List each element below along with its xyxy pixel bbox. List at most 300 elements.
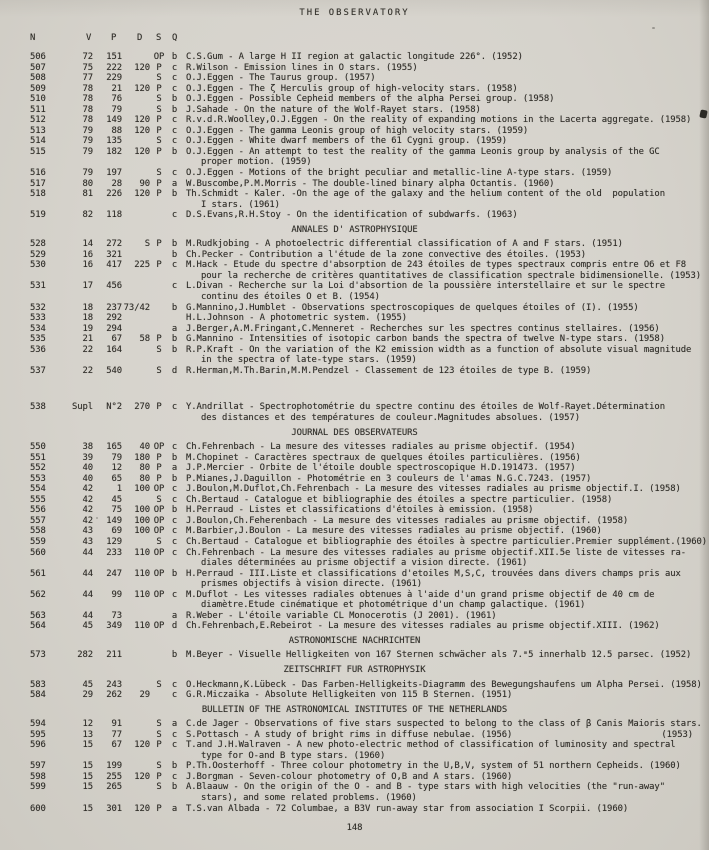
entry-row-506 [0, 52, 709, 63]
entry-text: D.S.Evans,R.H.Stoy - On the identification of subdwarfs. (1963) [186, 210, 518, 221]
volume-value: 18 [82, 313, 93, 324]
dispersion-value [122, 537, 150, 548]
plate-code [150, 650, 168, 661]
plate-code: P [156, 115, 162, 126]
volume-value: 43 [82, 526, 93, 537]
entry-number: 552 [30, 463, 46, 474]
page-value: 197 [106, 168, 122, 179]
page-value: 65 [111, 473, 122, 484]
quality-code: b [171, 505, 178, 516]
plate-code [150, 313, 168, 324]
plate-code: S [156, 494, 162, 505]
entry-row-599 [0, 782, 709, 803]
dispersion-value: 120 [134, 115, 150, 126]
plate-code: OP [153, 484, 165, 495]
dispersion-value [122, 730, 150, 741]
quality-code: c [171, 73, 178, 84]
plate-code: P [156, 83, 162, 94]
entry-text: O.J.Eggen - Motions of the bright peculiar and metallic-line A-type stars. (1959) [186, 168, 613, 179]
journal-section-header: ASTRONOMISCHE NACHRICHTEN [288, 635, 421, 646]
quality-code: c [171, 83, 178, 94]
entry-number: 519 [30, 210, 46, 221]
entry-number: 506 [30, 52, 46, 62]
entry-row-517 [0, 179, 709, 190]
plate-code: P [156, 62, 162, 73]
volume-value: 17 [82, 281, 93, 292]
volume-value: 44 [82, 568, 93, 579]
volume-value: 16 [82, 260, 93, 271]
entry-text: M.Chopinet - Caractères spectraux de quelques étoiles particulières. (1956) [186, 452, 581, 463]
page-title: THE OBSERVATORY [299, 8, 410, 18]
entry-text: Ch.Fehrenbach - La mesure des vitesses radiales au prisme objectif. (1954) [186, 442, 576, 453]
page-value: 233 [106, 547, 122, 558]
entry-row-536 [0, 345, 709, 366]
page-value: 129 [106, 536, 122, 547]
dispersion-value: 120 [134, 189, 150, 200]
dispersion-value [122, 250, 150, 261]
entry-text-continuation: stars), and some related problems. (1960) [201, 793, 417, 803]
volume-value: 13 [82, 729, 93, 740]
entry-text-continuation: in the spectra of late-type stars. (1959) [201, 355, 417, 366]
volume-value: 45 [82, 621, 93, 632]
journal-section-header: ZEITSCHRIFT FUR ASTROPHYSIK [283, 664, 426, 675]
quality-code: b [171, 568, 178, 579]
column-header-v: V [86, 33, 92, 43]
journal-section-header: ANNALES D' ASTROPHYSIQUE [291, 224, 418, 235]
quality-code: c [171, 536, 178, 547]
entry-row-550 [0, 442, 709, 453]
dispersion-value [122, 366, 150, 377]
page-value: 75 [111, 505, 122, 516]
plate-code: P [156, 771, 162, 782]
volume-value: 14 [82, 239, 93, 250]
page-value: 79 [111, 104, 122, 115]
entry-row-597 [0, 761, 709, 772]
dispersion-value [122, 611, 150, 622]
entry-row-507 [0, 63, 709, 74]
volume-value: 15 [82, 771, 93, 782]
plate-code: P [156, 473, 162, 484]
page-value: 99 [111, 589, 122, 600]
volume-value: 80 [82, 178, 93, 189]
plate-code: OP [153, 515, 165, 526]
entry-text: J.Borgman - Seven-colour photometry of O,B and A stars. (1960) [186, 771, 513, 782]
page-value: 247 [106, 568, 122, 579]
entry-number: 509 [30, 83, 46, 94]
plate-code: P [156, 452, 162, 463]
entry-number: 528 [30, 239, 46, 250]
quality-code: a [171, 610, 178, 621]
volume-value: 42 [82, 505, 93, 516]
plate-code: OP [153, 442, 165, 453]
entry-text: G.Mannino - Intensities of isotopic carbon bands the spectra of twelve N-type stars. (1958) [186, 334, 665, 345]
page-value: 272 [106, 239, 122, 250]
entry-text: G.Mannino,J.Humblet - Observations spectroscopiques de quelques étoiles of (I). (1955) [186, 302, 639, 313]
page-value: 222 [106, 62, 122, 73]
volume-value: 79 [82, 125, 93, 136]
quality-code: b [171, 650, 178, 661]
dispersion-value: 225 [134, 260, 150, 271]
dispersion-value [122, 313, 150, 324]
entry-text: S.Pottasch - A study of bright rims in diffuse nebulae. (1956) [186, 729, 513, 740]
dispersion-value [122, 650, 150, 661]
page-value: 28 [111, 178, 122, 189]
entry-text: O.Heckmann,K.Lübeck - Das Farben-Helligkeits-Diagramm des Bewegungshaufens um Alpha Persei. (1958) [186, 679, 702, 690]
entry-row-530 [0, 260, 709, 281]
entry-row-584 [0, 690, 709, 701]
quality-code: a [171, 323, 178, 334]
entry-text: T.S.van Albada - 72 Columbae, a B3V run-away star from association I Scorpii. (1960) [186, 803, 629, 814]
quality-code: c [171, 690, 178, 701]
quality-code: b [171, 249, 178, 260]
displaced-year-note: (1953) [661, 729, 693, 740]
entry-text: H.Perraud - III.Liste et classifications d'etoiles M,S,C, trouvées dans divers champs pris aux [186, 568, 681, 579]
dispersion-value [122, 52, 150, 63]
entry-number: 533 [30, 313, 46, 324]
dispersion-value: 80 [139, 473, 150, 484]
plate-code: S [156, 679, 162, 690]
volume-value: 78 [82, 83, 93, 94]
volume-value: 15 [82, 740, 93, 751]
dispersion-value: 110 [134, 547, 150, 558]
entry-text-continuation: proper motion. (1959) [201, 157, 312, 168]
entry-number: 557 [30, 515, 46, 526]
plate-code: OP [153, 589, 165, 600]
entry-text: T.and J.H.Walraven - A new photo-electric method of classification of luminosity and spectral [186, 740, 676, 751]
quality-code: c [171, 168, 178, 179]
entry-row-556 [0, 505, 709, 516]
plate-code: P [156, 178, 162, 189]
entry-text: H.Perraud - Listes et classifications d'étoiles à emission. (1958) [186, 505, 534, 516]
quality-code: c [171, 125, 178, 136]
quality-code: d [171, 365, 178, 376]
page-value: 77 [111, 729, 122, 740]
plate-code: OP [153, 526, 165, 537]
quality-code: b [171, 334, 178, 345]
entry-number: 515 [30, 146, 46, 157]
plate-code: P [156, 803, 162, 814]
page-value: 79 [111, 452, 122, 463]
plate-code: S [156, 729, 162, 740]
volume-value: 78 [82, 115, 93, 126]
column-header-d: D [137, 33, 143, 43]
page-value: 67 [111, 740, 122, 751]
page-value: 88 [111, 125, 122, 136]
volume-value: 79 [82, 168, 93, 179]
plate-code: P [156, 146, 162, 157]
page-value: 149 [106, 515, 122, 526]
entry-text-continuation: pour la recherche de critères quantitatives de classification spectrale bidimensionelle. (1953) [201, 270, 702, 281]
volume-value: 21 [82, 334, 93, 345]
page-value: 243 [106, 679, 122, 690]
dispersion-value: 110 [134, 621, 150, 632]
quality-code: b [171, 189, 178, 200]
plate-code: OP [153, 52, 165, 62]
entry-number: 594 [30, 719, 46, 730]
entry-text: M.Barbier,J.Boulon - La mesure des vitesses radiales au prisme objectif. (1960) [186, 526, 602, 537]
plate-code: S [156, 719, 162, 730]
entry-number: 559 [30, 536, 46, 547]
entry-row-561 [0, 569, 709, 590]
entry-row-600 [0, 804, 709, 815]
quality-code: b [171, 452, 178, 463]
quality-code: c [171, 740, 178, 751]
volume-value: 18 [82, 302, 93, 313]
dispersion-value: 120 [134, 803, 150, 814]
volume-value: Supl [71, 402, 93, 413]
column-header-q: Q [172, 33, 178, 43]
entry-row-553 [0, 474, 709, 485]
entry-number: 553 [30, 473, 46, 484]
entry-text: O.J.Eggen - The gamma Leonis group of high velocity stars. (1959) [186, 125, 529, 136]
entry-number: 558 [30, 526, 46, 537]
quality-code: c [171, 771, 178, 782]
quality-code: b [171, 344, 178, 355]
entry-row-515 [0, 147, 709, 168]
entry-text-continuation: diamètre.Etude cinématique et photométrique d'un champ galactique. (1961) [201, 600, 586, 611]
quality-code: a [171, 803, 178, 814]
volume-value: 79 [82, 136, 93, 147]
volume-value: 78 [82, 104, 93, 115]
entry-text: W.Buscombe,P.M.Morris - The double-lined binary alpha Octantis. (1960) [186, 178, 555, 189]
entry-number: 536 [30, 344, 46, 355]
volume-value: 82 [82, 210, 93, 221]
plate-code [150, 611, 168, 622]
volume-value: 79 [82, 146, 93, 157]
entry-row-538 [0, 402, 709, 423]
entry-row-533 [0, 313, 709, 324]
entry-row-563 [0, 611, 709, 622]
volume-value: 39 [82, 452, 93, 463]
plate-code: P [156, 239, 162, 250]
dispersion-value: 90 [139, 178, 150, 189]
entry-text: P.Th.Oosterhoff - Three colour photometry in the U,B,V, system of 51 northern Cepheids. (1960) [186, 761, 681, 772]
dispersion-value: 270 [134, 402, 150, 413]
page-value: 226 [106, 189, 122, 200]
entry-number: 510 [30, 94, 46, 105]
entry-row-562 [0, 590, 709, 611]
dispersion-value: S [144, 239, 150, 250]
dispersion-value: 120 [134, 83, 150, 94]
page-value: 67 [111, 334, 122, 345]
scan-speck [652, 27, 655, 29]
quality-code: c [171, 515, 178, 526]
page-value: 237 [106, 302, 122, 313]
entry-row-531 [0, 281, 709, 302]
entry-row-528 [0, 239, 709, 250]
quality-code: c [171, 526, 178, 537]
entry-row-554 [0, 484, 709, 495]
entry-number: 551 [30, 452, 46, 463]
entry-row-560 [0, 548, 709, 569]
quality-code: c [171, 115, 178, 126]
entry-row-598 [0, 772, 709, 783]
entry-text: O.J.Eggen - An attempt to test the reality of the gamma Leonis group by analysis of the GC [186, 146, 660, 157]
entry-row-514 [0, 136, 709, 147]
quality-code: c [171, 260, 178, 271]
entry-text: O.J.Eggen - White dwarf members of the 61 Cygni group. (1959) [186, 136, 508, 147]
entry-text: O.J.Eggen - The Taurus group. (1957) [186, 73, 376, 84]
page-value: 45 [111, 494, 122, 505]
dispersion-value [122, 73, 150, 84]
entry-row-510 [0, 94, 709, 105]
volume-value: 81 [82, 189, 93, 200]
quality-code: c [171, 281, 178, 292]
entry-row-509 [0, 84, 709, 95]
quality-code: c [171, 547, 178, 558]
plate-code: P [156, 463, 162, 474]
plate-code: S [156, 536, 162, 547]
page-value: 73 [111, 610, 122, 621]
page-number: 148 [346, 823, 363, 833]
dispersion-value: 100 [134, 526, 150, 537]
page-value: 262 [106, 690, 122, 701]
quality-code: c [171, 442, 178, 453]
column-header-s: S [156, 33, 162, 43]
plate-code: OP [153, 621, 165, 632]
entry-text: R.P.Kraft - On the variation of the K2 emission width as a function of absolute visual magnitude [186, 344, 692, 355]
quality-code: c [171, 589, 178, 600]
quality-code: d [171, 621, 178, 632]
entry-text: P.Mianes,J.Daguillon - Photométrie en 3 couleurs de l'amas N.G.C.7243. (1957) [186, 473, 592, 484]
entry-text: Ch.Bertaud - Catalogue et bibliographie des étoiles a spectre particulier. (1958) [186, 494, 613, 505]
page-value: 301 [106, 803, 122, 814]
dispersion-value [122, 719, 150, 730]
entry-number: 562 [30, 589, 46, 600]
plate-code: P [156, 125, 162, 136]
entry-row-508 [0, 73, 709, 84]
plate-code [150, 281, 168, 292]
entry-row-564 [0, 621, 709, 632]
quality-code: a [171, 463, 178, 474]
entry-row-518 [0, 189, 709, 210]
dispersion-value [122, 105, 150, 116]
volume-value: 22 [82, 344, 93, 355]
volume-value: 15 [82, 803, 93, 814]
quality-code: b [171, 782, 178, 793]
plate-code: S [156, 104, 162, 115]
volume-value: 40 [82, 473, 93, 484]
quality-code: c [171, 729, 178, 740]
volume-value: 16 [82, 249, 93, 260]
plate-code: P [156, 402, 162, 413]
entry-text: C.de Jager - Observations of five stars suspected to belong to the class of β Canis Maioris stars. [186, 719, 702, 730]
entry-number: 564 [30, 621, 46, 632]
entry-number: 600 [30, 803, 46, 814]
dispersion-value [122, 210, 150, 221]
dispersion-value: 58 [139, 334, 150, 345]
entry-text-continuation: type for O-and B type stars. (1960) [201, 750, 386, 761]
page-value: 1 [116, 484, 122, 495]
dispersion-value: 80 [139, 463, 150, 474]
quality-code: c [171, 210, 178, 221]
plate-code: OP [153, 568, 165, 579]
page-value: 151 [106, 52, 122, 62]
page-value: 21 [111, 83, 122, 94]
plate-code: OP [153, 505, 165, 516]
entry-number: 513 [30, 125, 46, 136]
plate-code: S [156, 136, 162, 147]
dispersion-value: 180 [134, 452, 150, 463]
volume-value: 42 [82, 494, 93, 505]
entry-number: 517 [30, 178, 46, 189]
plate-code: S [156, 365, 162, 376]
quality-code: b [171, 473, 178, 484]
volume-value: 44 [82, 589, 93, 600]
entry-text: O.J.Eggen - Possible Cepheid members of the alpha Persei group. (1958) [186, 94, 555, 105]
entry-row-534 [0, 324, 709, 335]
dispersion-value: 100 [134, 515, 150, 526]
entry-row-535 [0, 334, 709, 345]
entry-number: 561 [30, 568, 46, 579]
page-value: 164 [106, 344, 122, 355]
entry-row-532 [0, 303, 709, 314]
page-value: 182 [106, 146, 122, 157]
plate-code: S [156, 73, 162, 84]
entry-row-595 [0, 730, 709, 741]
entry-row-516 [0, 168, 709, 179]
entry-number: 529 [30, 249, 46, 260]
quality-code: c [171, 484, 178, 495]
plate-code: S [156, 782, 162, 793]
quality-code: c [171, 494, 178, 505]
entry-text: J.P.Mercier - Orbite de l'étoile double spectroscopique H.D.191473. (1957) [186, 463, 576, 474]
page-value: 118 [106, 210, 122, 221]
page-value: 265 [106, 782, 122, 793]
scan-speck [96, 517, 98, 519]
dispersion-value: 120 [134, 146, 150, 157]
volume-value: 45 [82, 679, 93, 690]
entry-text: Ch.Pecker - Contribution a l'étude de la zone convective des étoiles. (1953) [186, 249, 587, 260]
entry-number: 516 [30, 168, 46, 179]
entry-number: 560 [30, 547, 46, 558]
volume-value: 44 [82, 547, 93, 558]
journal-section-header: BULLETIN OF THE ASTRONOMICAL INSTITUTES OF THE NETHERLANDS [201, 704, 508, 715]
quality-code: c [171, 402, 178, 413]
entry-number: 532 [30, 302, 46, 313]
page-value: 229 [106, 73, 122, 84]
entry-text: M.Beyer - Visuelle Helligkeiten von 167 Sternen schwächer als 7.ᵐ5 innerhalb 12.5 parsec. (1952) [186, 650, 692, 661]
entry-text-continuation: continu des étoiles O et B. (1954) [201, 292, 380, 303]
entry-row-557 [0, 516, 709, 527]
entry-text: Ch.Bertaud - Catalogue et bibliographie des étoiles à spectre particulier.Premier supplément.(1960) [186, 536, 708, 547]
entry-row-559 [0, 537, 709, 548]
dispersion-value: 120 [134, 740, 150, 751]
quality-code: b [171, 104, 178, 115]
page-value: 294 [106, 323, 122, 334]
dispersion-value: 110 [134, 568, 150, 579]
page-value: 12 [111, 463, 122, 474]
volume-value: 72 [82, 52, 93, 62]
volume-value: 12 [82, 719, 93, 730]
column-header-p: P [111, 33, 117, 43]
volume-value: 77 [82, 73, 93, 84]
entry-row-537 [0, 366, 709, 377]
page-value: 135 [106, 136, 122, 147]
dispersion-value [122, 168, 150, 179]
quality-code: b [171, 94, 178, 105]
dispersion-value: 40 [139, 442, 150, 453]
plate-code [150, 250, 168, 261]
plate-code [150, 690, 168, 701]
page-value: 349 [106, 621, 122, 632]
entry-text: M.Duflot - Les vitesses radiales obtenues à l'aide d'un grand prisme objectif de 40 cm de [186, 589, 655, 600]
entry-text: R.Weber - L'étoile variable CL Monocerotis (J 2001). (1961) [186, 610, 497, 621]
entry-number: 555 [30, 494, 46, 505]
quality-code: a [171, 178, 178, 189]
entry-text: J.Boulon,M.Duflot,Ch.Fehrenbach - La mesure des vitesses radiales au prisme objectif.I. (1958) [186, 484, 681, 495]
entry-text: R.Herman,M.Th.Barin,M.M.Pendzel - Classement de 123 étoiles de type B. (1959) [186, 365, 592, 376]
